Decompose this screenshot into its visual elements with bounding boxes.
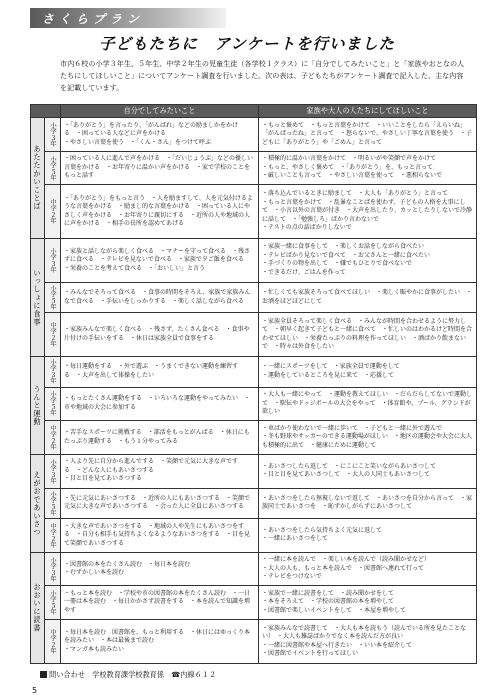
grade-label: 小学５年 — [45, 151, 61, 185]
header-blank — [31, 105, 61, 118]
grade-label: 小学５年 — [45, 488, 61, 519]
self-cell — [61, 421, 259, 455]
cell-line: ・本をそろえて ・学校の図書館の本を増やして — [262, 598, 395, 606]
category-label: いっしょに食事 — [31, 239, 45, 357]
family-cell — [259, 282, 477, 313]
cell-line: ・一緒にスポーツをして ・家族全員で運動をして — [262, 363, 400, 371]
header-family: 家族や大人の人たちにしてほしいこと — [259, 105, 477, 118]
self-cell — [61, 552, 259, 586]
table-row — [31, 151, 477, 185]
cell-line: ・一緒に本を読んで ・楽しい本を読んで（読み聞かせなど） — [262, 556, 431, 564]
cell-line: ・一緒にあいさつをして — [262, 535, 329, 543]
cell-line: ・目と目を見てあいさつして ・大人の人同士もあいさつして — [262, 471, 431, 479]
cell-line: ・手づくりの物を出して ・嫌でもひとりで食べないで — [262, 260, 413, 268]
table-row — [31, 586, 477, 620]
section-banner — [30, 8, 226, 28]
grade-label: 中学２年 — [45, 313, 61, 357]
cell-line: ・あいさつをしたら気持ちよく元気に返して — [262, 526, 383, 534]
cell-line: ・毎日運動をする ・外で遊ぶ ・うまくできない運動を練習する ・大声を出して体操をしたい — [64, 363, 239, 379]
footer-ext: 内線６１２ — [180, 670, 217, 679]
self-cell — [61, 387, 259, 421]
grade-label: 小学３年 — [45, 118, 61, 152]
grade-label: 小学３年 — [45, 239, 61, 283]
self-cell — [61, 313, 259, 357]
self-cell — [61, 357, 259, 388]
cell-line: ・家族全員そろって楽しく食べる ・みんなが時間を合わせるように努力して ・朝早く起きて子どもと一緒に食べて ・忙しいのはわかるけど時間を合わせてほしい ・栄養たっぷりの料理を作ってほしい ・酒ばかり飲まないで ・時々は外食をしたい — [262, 317, 473, 351]
family-cell — [259, 586, 477, 620]
cell-line: ・もっと言葉をかけて ・乱暴なことばを使わず、子どもの人格を大事にして ・小言以外の言葉が付き ・大声を出したり、カッとしたりしないで冷静に話して ・「勉強しろ」ばかり言わないで — [262, 198, 472, 223]
cell-line: ・図書館でイベントを行ってほしい — [262, 650, 359, 658]
cell-line: ・先に元気にあいさつする ・近所の人にもあいさつする ・笑顔で元気に大きな声であいさつする ・会った人に全員にあいさつする — [64, 494, 251, 511]
cell-line: ・図書館の本をたくさん読む ・毎日本を読む — [64, 560, 191, 568]
phone-icon: ☎ — [171, 670, 181, 679]
family-cell — [259, 151, 477, 185]
page-title: 子どもたちに アンケートを行いました — [98, 35, 396, 53]
family-cell — [259, 185, 477, 239]
cell-line: ・あいさつをしたら無視しないで返して ・あいさつを自分から言って ・家族同士であいさつを ・恥ずかしがらずにあいさつして — [262, 494, 473, 511]
cell-line: ・人より先に自分から進んでする ・笑顔で元気に大きな声でする ・どんな人にもあいさつする — [64, 458, 239, 474]
category-label: おおいに読書 — [31, 552, 45, 663]
table-row — [31, 357, 477, 388]
category-label: あたたかいことば — [31, 118, 45, 239]
cell-line: ・家族みんなで読書して ・大人も本を読もう（読んでいる所を見たことない） ・大人も雑誌ばかりでなく本を読んだ方が良い — [262, 624, 467, 641]
header-self: 自分でしてみたいこと — [61, 105, 259, 118]
cell-line: ・家族一緒に食事をして ・楽しくお話をしながら食べたい — [262, 243, 425, 251]
footer-contact — [40, 670, 216, 680]
family-cell — [259, 118, 477, 152]
cell-line: ・毎日本を読む 図書館を、もっと利用する ・休日にはゆっくり本を読みたい ・本は最後まで読む — [64, 628, 250, 645]
grade-label: 中学２年 — [45, 519, 61, 553]
footer-label: 問い合わせ — [49, 670, 85, 679]
page-number: 5 — [32, 686, 38, 695]
footer-dept: 学校教育課学校教育係 — [92, 670, 165, 679]
family-cell — [259, 357, 477, 388]
cell-line: ・目と目を見てあいさつする — [64, 475, 143, 483]
self-cell — [61, 586, 259, 620]
table-row — [31, 620, 477, 664]
cell-line: ・困っている人に進んで声をかける ・「だいじょうぶ」などの優しい言葉をかける ・お年寄りに温かい声をかける ・家で学校のことをもっと話す — [64, 155, 254, 180]
cell-line: ・「ありがとう」をもっと言う ・人を励ますして、人を元気付けるような言葉をかける ・励まし的な言葉をかける ・困っている人にやさしく声をかける ・お年寄りに親切にする ・近所の人や地域の人に声をかける ・相手の長所を認めてあげる — [64, 194, 253, 228]
table-row — [31, 239, 477, 283]
family-cell — [259, 313, 477, 357]
cell-line: ・マンガ本も読みたい — [64, 645, 125, 653]
table-row — [31, 488, 477, 519]
cell-line: ・もっと、やさしく褒めて ・「ありがとう」を、もっと言って — [262, 163, 434, 171]
grade-label: 中学２年 — [45, 620, 61, 664]
grade-label: 中学２年 — [45, 185, 61, 239]
self-cell — [61, 239, 259, 283]
cell-line: ・運動をしているところを見に来て ・応援して — [262, 371, 395, 379]
cell-line: ・みんなでそろって食べる ・食事の時間をそろえ、家族で家族みんなで食べる ・手伝いをしっかりする ・楽しく話しながら食べる — [64, 289, 251, 305]
cell-line: ・やさしい言葉を使う ・「くん・さん」をつけて呼ぶ — [64, 138, 212, 146]
square-icon — [40, 671, 47, 678]
grade-label: 小学３年 — [45, 357, 61, 388]
cell-line: ・冬も野球やサッカーのできる運動場がほしい ・地区の運動会や大会に大人も積極的に出て ・健康にために運動して — [262, 433, 472, 449]
family-cell — [259, 387, 477, 421]
cell-line: ・もっと褒めて ・もっと言葉をかけて ・いいことをしたら「えらいね」「がんばったね」と言って ・怒らないで、やさしい丁寧な言葉を使う ・子どもに「ありがとう」や「ごめん」と言って — [262, 121, 472, 146]
table-row — [31, 421, 477, 455]
cell-line: ・もっとたくさん運動をする ・いろいろな運動をやってみたい ・市や地域の大会に参加する — [64, 395, 251, 411]
table-row — [31, 519, 477, 553]
self-cell — [61, 151, 259, 185]
cell-line: ・厳しいことも言って ・やさしい言葉を使って ・悪相らないで — [262, 172, 443, 180]
cell-line: ・家族と話しながら楽しく食べる ・マナーを守って食べる ・残さずに食べる ・テレビを見ないで食べる ・家族で夕ご飯を食べる — [64, 247, 251, 264]
self-cell — [61, 282, 259, 313]
self-cell — [61, 519, 259, 553]
cell-line: ・あいさつしたら返して ・にこにこと笑いながらあいさつして — [262, 462, 437, 470]
family-cell — [259, 454, 477, 488]
survey-table — [30, 104, 477, 664]
family-cell — [259, 488, 477, 519]
table-row — [31, 313, 477, 357]
self-cell — [61, 488, 259, 519]
cell-line: ・栄養のことを考えて食べる ・「おいしい」と言う — [64, 264, 206, 272]
category-label: うんと運動 — [31, 357, 45, 455]
family-cell — [259, 552, 477, 586]
cell-line: ・むずかしい本を読む — [64, 569, 125, 577]
cell-line: ・落ち込んでいるときに励まして ・大人も「ありがとう」と言って — [262, 190, 449, 198]
cell-line: ・大きな声であいさつをする ・地域の人や先生にもあいさつをする ・自分も相手も気持ちよくなるようなあいさつをする ・目を見て笑顔であいさつする — [64, 522, 251, 547]
cell-line: ・できるだけ、ごはんを作って — [262, 268, 346, 276]
table-row — [31, 118, 477, 152]
cell-line: ・テレビばかり見ないで食べて ・お父さんと一緒に食べたい — [262, 251, 430, 259]
table-row — [31, 552, 477, 586]
cell-line: ・忙しくても家族そろって食べてほしい ・楽しく賑やかに食事がしたい ・お酒をほどほどにして — [262, 289, 473, 305]
grade-label: 小学３年 — [45, 454, 61, 488]
table-row — [31, 454, 477, 488]
family-cell — [259, 239, 477, 283]
table-row — [31, 185, 477, 239]
cell-line: ・苦手なスポーツに挑戦する ・部活をもっとがんばる ・休日にもたっぷり運動する ・もう１分やってみる — [64, 429, 250, 445]
grade-label: 小学３年 — [45, 552, 61, 586]
cell-line: ・もっと本を読む ・学校や市の図書館の本をたくさん読む ・一日一冊は本を読む ・毎日かかさず読書をする ・本を読んで知識を増やす — [64, 589, 251, 614]
cell-line: ・家族みんなで楽しく食べる ・残さず、たくさん食べる ・食事や片付けの手伝いをする ・休日は家族全員で食事をする — [64, 326, 250, 342]
category-label: えがおであいさつ — [31, 454, 45, 552]
self-cell — [61, 118, 259, 152]
banner-text: さくらプラン — [42, 12, 145, 26]
table-row — [31, 387, 477, 421]
cell-line: ・図書館で楽しいイベントをして ・本屋を増やして — [262, 606, 407, 614]
cell-line: ・大人も一緒にやって ・運動を教えてほしい ・だらだらしてないで運動して ・駅伝やドッジボールの大会をやって ・体育館や、プール、グランドが欲しい — [262, 391, 473, 416]
self-cell — [61, 454, 259, 488]
intro-text: 市内６校の小学３年生、５年生、中学２年生の児童生徒（各学校１クラス）に「自分でしてみたいこと」と「家族やおとなの人たちにしてほしいこと」についてアンケート調査を行いました。次の表は、子どもたちがアンケート調査で記入した、主な内容を記載しています。 — [60, 59, 465, 92]
self-cell — [61, 620, 259, 664]
grade-label: 小学５年 — [45, 282, 61, 313]
cell-line: ・「ありがとう」を言ったり、「がんばれ」などの励ましかをかける ・困っている人などに声をかける — [64, 121, 239, 138]
grade-label: 中学２年 — [45, 421, 61, 455]
table-row — [31, 282, 477, 313]
cell-line: ・テレビをつけないで — [262, 573, 322, 581]
family-cell — [259, 519, 477, 553]
cell-line: ・積極的に温かい言葉をかけて ・明るいがや笑顔で声をかけて — [262, 155, 437, 163]
family-cell — [259, 421, 477, 455]
grade-label: 小学５年 — [45, 387, 61, 421]
family-cell — [259, 620, 477, 664]
self-cell — [61, 185, 259, 239]
grade-label: 小学５年 — [45, 586, 61, 620]
cell-line: ・一緒に図書館や本屋へ行きたい ・いい本を紹介して — [262, 641, 413, 649]
table-header-row — [31, 105, 477, 118]
cell-line: ・テストの点の話ばかりしないで — [262, 224, 352, 232]
cell-line: ・車ばかり使わないで一緒に歩いて ・子どもと一緒に外で遊んで — [262, 424, 443, 432]
cell-line: ・家族で一緒に読書をして ・読み聞かせをして — [262, 589, 395, 597]
cell-line: ・大人の人も、もっと本を読んで ・図書館へ連れて行って — [262, 564, 425, 572]
